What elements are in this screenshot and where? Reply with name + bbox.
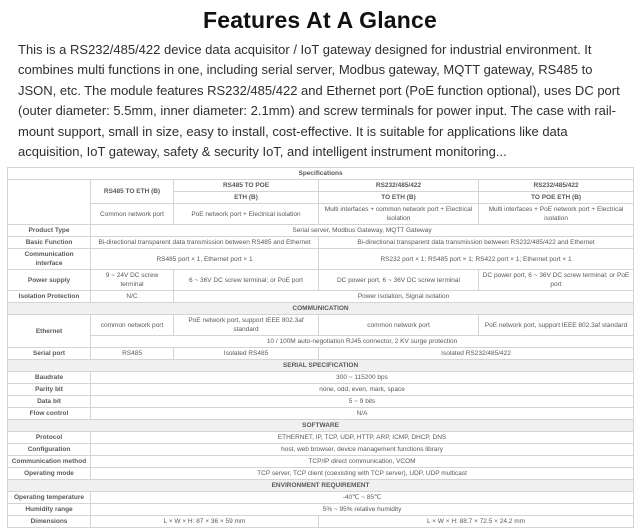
label-communication-interface: Communication interface bbox=[8, 249, 91, 270]
value-serial-3: Isolated RS232/485/422 bbox=[319, 348, 634, 360]
value-basic-function-left: Bi-directional transparent data transmission between RS485 and Ethernet bbox=[91, 237, 319, 249]
value-flow-control: N/A bbox=[91, 408, 634, 420]
value-power-1: 9 ~ 24V DC screw terminal bbox=[91, 270, 174, 291]
row-data-bit bbox=[8, 396, 634, 408]
row-communication-method bbox=[8, 456, 634, 468]
variant-rs232-eth: Multi interfaces + common network port + Electrical isolation bbox=[319, 204, 479, 225]
value-baudrate: 300 ~ 115200 bps bbox=[91, 372, 634, 384]
value-eth-3: common network port bbox=[319, 315, 479, 336]
label-dimensions: Dimensions bbox=[8, 516, 91, 528]
row-communication-interface bbox=[8, 249, 634, 270]
value-isolation-nc: N/C bbox=[91, 291, 174, 303]
model-rs232-eth-top: RS232/485/422 bbox=[319, 180, 479, 192]
label-baudrate: Baudrate bbox=[8, 372, 91, 384]
row-configuration bbox=[8, 444, 634, 456]
label-humidity-range: Humidity range bbox=[8, 504, 91, 516]
value-operating-temperature: -40℃ ~ 85℃ bbox=[91, 492, 634, 504]
model-rs232-poe-bottom: TO POE ETH (B) bbox=[479, 192, 634, 204]
label-flow-control: Flow control bbox=[8, 408, 91, 420]
label-serial-port: Serial port bbox=[8, 348, 91, 360]
label-data-bit: Data bit bbox=[8, 396, 91, 408]
label-ethernet: Ethernet bbox=[8, 315, 91, 348]
product-description: This is a RS232/485/422 device data acquisitor / IoT gateway designed for industrial environment. It combines multi functions in one, including serial server, Modbus gateway, MQTT gateway, RS485 to JSON, etc. The module features RS232/485/422 and Ethernet port (PoE function optional), uses DC port (outer diameter: 5.5mm, inner diameter: 2.1mm) and screw terminals for power input. The case with rail-mount support, small in size, easy to install, cost-effective. It is suitable for applications like data acquisition, IoT gateway, safety & security IoT, and intelligent instrument monitoring... bbox=[18, 42, 620, 160]
label-power-supply: Power supply bbox=[8, 270, 91, 291]
label-communication-method: Communication method bbox=[8, 456, 91, 468]
variant-rs232-poe: Multi interfaces + PoE network port + Electrical isolation bbox=[479, 204, 634, 225]
label-basic-function: Basic Function bbox=[8, 237, 91, 249]
value-serial-1: RS485 bbox=[91, 348, 174, 360]
value-eth-all: 10 / 100M auto-negotiation RJ45 connector, 2 KV surge protection bbox=[91, 336, 634, 348]
model-rs232-poe-top: RS232/485/422 bbox=[479, 180, 634, 192]
table-title-row bbox=[8, 168, 634, 180]
value-isolation-rest: Power isolation, Signal isolation bbox=[174, 291, 634, 303]
model-rs485-eth: RS485 TO ETH (B) bbox=[91, 180, 174, 204]
section-serial-spec: SERIAL SPECIFICATION bbox=[8, 360, 634, 372]
label-operating-mode: Operating mode bbox=[8, 468, 91, 480]
variant-rs485-eth: Common network port bbox=[91, 204, 174, 225]
value-parity-bit: none, odd, even, mark, space bbox=[91, 384, 634, 396]
value-eth-1: common network port bbox=[91, 315, 174, 336]
variant-rs485-poe: PoE network port + Electrical isolation bbox=[174, 204, 319, 225]
row-flow-control bbox=[8, 408, 634, 420]
value-power-4: DC power port, 6 ~ 36V DC screw terminal; or PoE port bbox=[479, 270, 634, 291]
row-serial-port bbox=[8, 348, 634, 360]
row-operating-temperature bbox=[8, 492, 634, 504]
value-eth-2: PoE network port, support IEEE 802.3af standard bbox=[174, 315, 319, 336]
value-dimensions-right: L × W × H: 88.7 × 72.5 × 24.2 mm bbox=[319, 516, 634, 528]
section-software: SOFTWARE bbox=[8, 420, 634, 432]
section-environment: ENVIRONMENT REQUIREMENT bbox=[8, 480, 634, 492]
corner-cell bbox=[8, 180, 91, 225]
value-dimensions-left: L × W × H: 87 × 36 × 59 mm bbox=[91, 516, 319, 528]
row-product-type bbox=[8, 225, 634, 237]
value-protocol: ETHERNET, IP, TCP, UDP, HTTP, ARP, ICMP, DHCP, DNS bbox=[91, 432, 634, 444]
value-serial-2: Isolated RS485 bbox=[174, 348, 319, 360]
section-serial-spec-row bbox=[8, 360, 634, 372]
value-operating-mode: TCP server, TCP client (coexisting with TCP server), UDP, UDP multicast bbox=[91, 468, 634, 480]
value-data-bit: 5 ~ 9 bits bbox=[91, 396, 634, 408]
section-communication-row bbox=[8, 303, 634, 315]
row-ethernet-common bbox=[8, 336, 634, 348]
row-power-supply bbox=[8, 270, 634, 291]
value-basic-function-right: Bi-directional transparent data transmission between RS232/485/422 and Ethernet bbox=[319, 237, 634, 249]
label-configuration: Configuration bbox=[8, 444, 91, 456]
value-configuration: host, web browser, device management functions library bbox=[91, 444, 634, 456]
row-isolation-protection bbox=[8, 291, 634, 303]
section-communication: COMMUNICATION bbox=[8, 303, 634, 315]
label-parity-bit: Parity bit bbox=[8, 384, 91, 396]
value-product-type: Serial server, Modbus Gateway, MQTT Gateway bbox=[91, 225, 634, 237]
row-operating-mode bbox=[8, 468, 634, 480]
row-basic-function bbox=[8, 237, 634, 249]
specifications-table bbox=[7, 167, 634, 528]
variant-row bbox=[8, 204, 634, 225]
row-humidity-range bbox=[8, 504, 634, 516]
row-dimensions bbox=[8, 516, 634, 528]
value-humidity-range: 5% ~ 95% relative humidity bbox=[91, 504, 634, 516]
model-rs232-eth-bottom: TO ETH (B) bbox=[319, 192, 479, 204]
value-comm-interface-right: RS232 port × 1; RS485 port × 1; RS422 port × 1; Ethernet port × 1 bbox=[319, 249, 634, 270]
section-software-row bbox=[8, 420, 634, 432]
row-baudrate bbox=[8, 372, 634, 384]
row-ethernet bbox=[8, 315, 634, 336]
model-rs485-poe-top: RS485 TO POE bbox=[174, 180, 319, 192]
label-operating-temperature: Operating temperature bbox=[8, 492, 91, 504]
section-environment-row bbox=[8, 480, 634, 492]
label-isolation-protection: Isolation Protection bbox=[8, 291, 91, 303]
value-power-3: DC power port, 6 ~ 36V DC screw terminal bbox=[319, 270, 479, 291]
model-rs485-poe-bottom: ETH (B) bbox=[174, 192, 319, 204]
table-title: Specifications bbox=[8, 168, 634, 180]
value-comm-interface-left: RS485 port × 1, Ethernet port × 1 bbox=[91, 249, 319, 270]
label-product-type: Product Type bbox=[8, 225, 91, 237]
page-title: Features At A Glance bbox=[202, 7, 438, 33]
value-eth-4: PoE network port, support IEEE 802.3af standard bbox=[479, 315, 634, 336]
model-header-row-top bbox=[8, 180, 634, 192]
label-protocol: Protocol bbox=[8, 432, 91, 444]
row-protocol bbox=[8, 432, 634, 444]
value-communication-method: TCP/IP direct communication, VCOM bbox=[91, 456, 634, 468]
value-power-2: 6 ~ 36V DC screw terminal; or PoE port bbox=[174, 270, 319, 291]
row-parity-bit bbox=[8, 384, 634, 396]
